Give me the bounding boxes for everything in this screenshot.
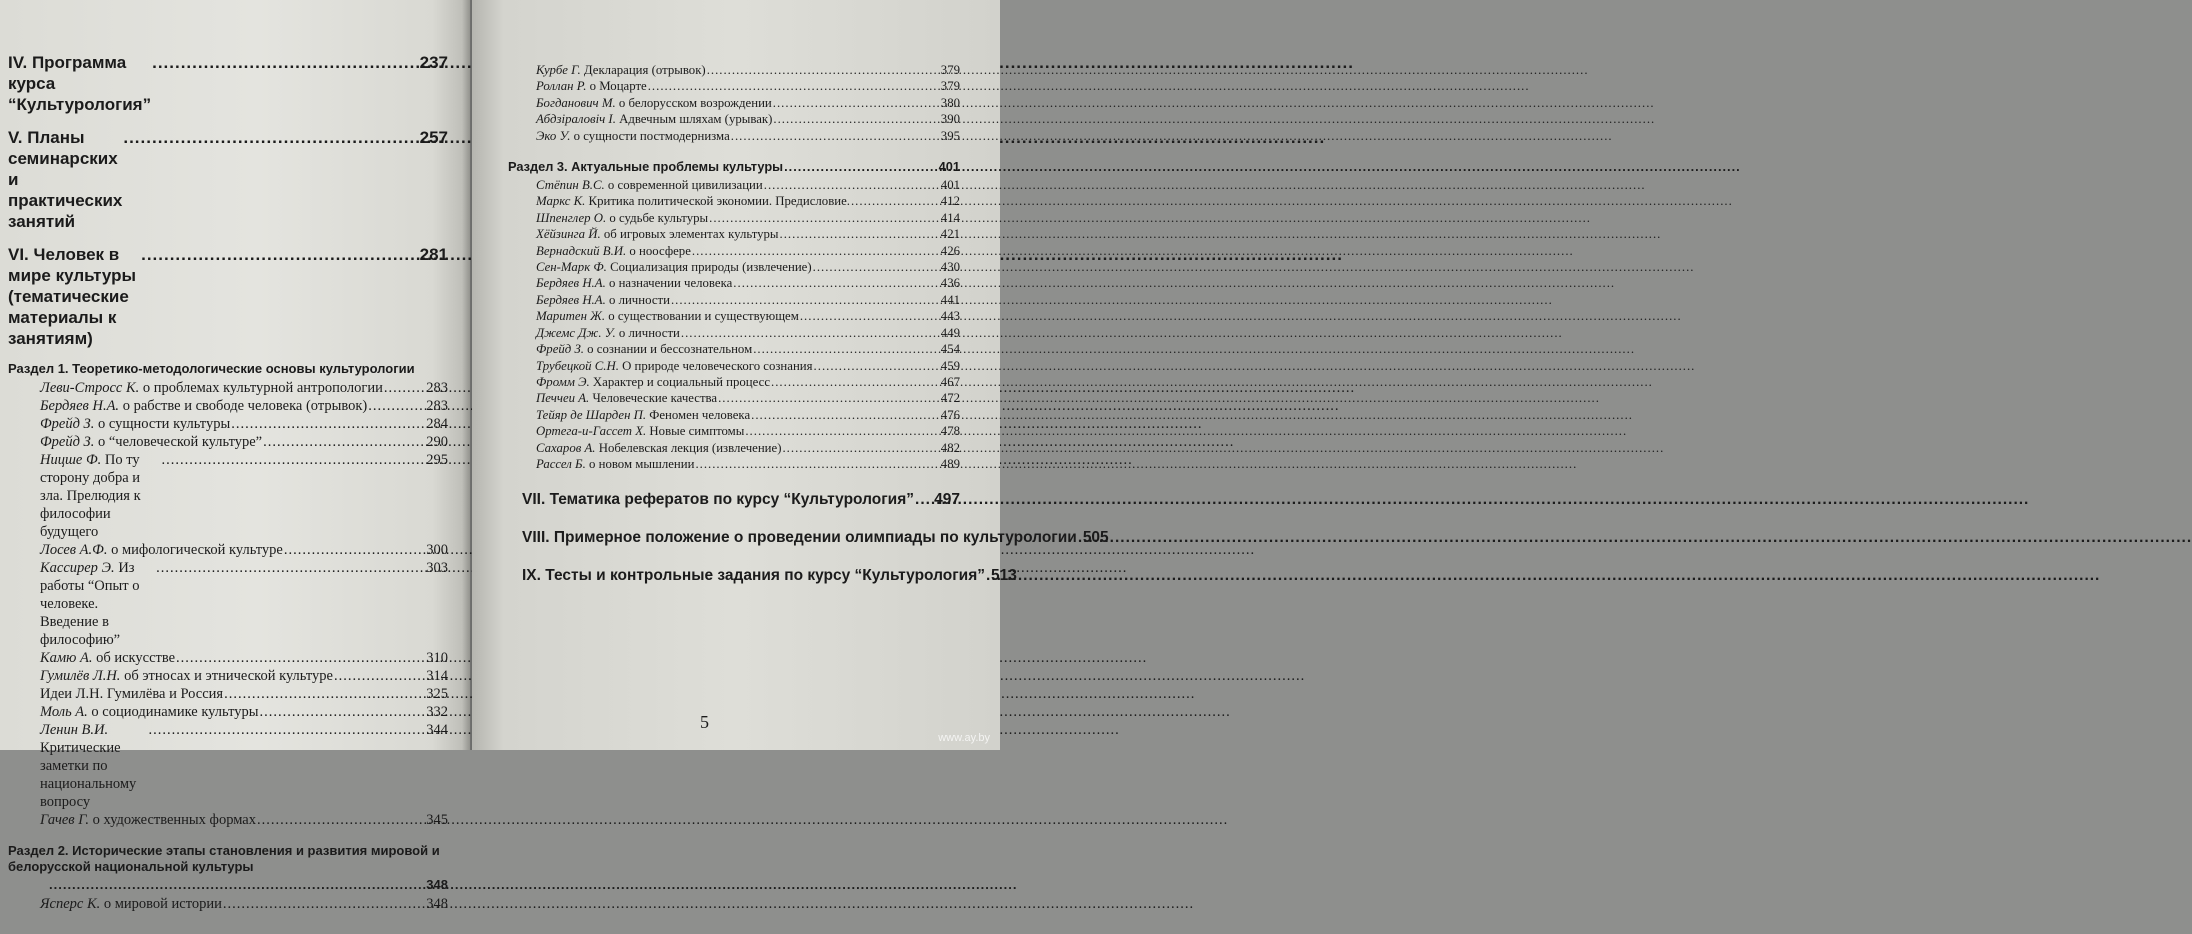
- entry-author: Фрейд З.: [40, 416, 95, 432]
- major-label: IX. Тесты и контрольные задания по курсу “Культурология”: [522, 567, 986, 585]
- entry-author: Стёпин В.С.: [536, 178, 605, 193]
- toc-entry: [8, 433, 448, 451]
- entry-text: Адвечным шляхам (урывак): [615, 112, 773, 127]
- right-major-headings: [508, 490, 1109, 586]
- major-page: 505: [1082, 529, 1109, 547]
- leader-dots: [814, 358, 940, 374]
- entry-author: Бердяев Н.А.: [536, 276, 606, 291]
- section3-page: 401: [938, 159, 960, 175]
- toc-entry: [508, 226, 960, 242]
- entry-label: [536, 275, 732, 291]
- leader-dots: [692, 243, 940, 259]
- entry-text: об игровых элементах культуры: [600, 227, 779, 242]
- entry-author: Маркс К.: [536, 194, 586, 209]
- entry-author: Печчеи А.: [536, 391, 590, 406]
- entry-page: 379: [940, 79, 960, 94]
- entry-page: 348: [426, 896, 448, 912]
- toc-entry: [508, 259, 960, 275]
- entry-text: Социализация природы (извлечение): [606, 260, 812, 275]
- entry-page: 414: [940, 210, 960, 225]
- entry-label: [536, 95, 772, 111]
- entry-author: Фрейд З.: [536, 342, 584, 357]
- entry-text: Характер и социальный процесс: [589, 374, 771, 389]
- toc-entry: [508, 128, 960, 144]
- entry-page: 284: [426, 416, 448, 432]
- toc-entry: [8, 703, 448, 721]
- leader-dots: [771, 374, 940, 390]
- toc-entry: [8, 649, 448, 667]
- toc-entry: [8, 415, 448, 433]
- entry-author: Бердяев Н.А.: [40, 398, 120, 414]
- entry-label: [40, 415, 230, 433]
- entry-page: 314: [426, 668, 448, 684]
- entry-label: [40, 895, 222, 913]
- leader-dots: [259, 703, 425, 721]
- entry-text: о мировой истории: [100, 896, 222, 912]
- toc-entry: [508, 358, 960, 374]
- leader-dots: [753, 341, 940, 357]
- entry-text: о назначении человека: [605, 276, 733, 291]
- entry-text: о художественных формах: [89, 812, 256, 828]
- entry-text: О природе человеческого сознания: [618, 358, 813, 373]
- toc-entry: [8, 895, 448, 913]
- toc-entry: [508, 440, 960, 456]
- entry-page: 395: [940, 128, 960, 143]
- toc-entry: [508, 325, 960, 341]
- entry-label: [536, 128, 730, 144]
- watermark: www.ay.by: [938, 732, 990, 744]
- entry-label: [40, 559, 155, 649]
- leader-dots: [334, 667, 425, 685]
- leader-dots: [733, 275, 940, 291]
- entry-text: Из работы “Опыт о человеке. Введение в философию”: [40, 560, 140, 648]
- entry-label: [536, 325, 680, 341]
- entry-author: Рассел Б.: [536, 456, 586, 471]
- leader-dots: [257, 811, 425, 829]
- entry-author: Тейяр де Шарден П.: [536, 407, 647, 422]
- section3-title: Раздел 3. Актуальные проблемы культуры: [508, 159, 784, 175]
- entry-label: [40, 433, 262, 451]
- entry-text: о сознании и бессознательном: [583, 342, 753, 357]
- entry-text: об искусстве: [92, 650, 176, 666]
- entry-label: [536, 440, 781, 456]
- leader-dots: [161, 451, 425, 469]
- entry-text: Критика политической экономии. Предисловие.: [585, 194, 850, 209]
- entry-text: Идеи Л.Н. Гумилёва и Россия: [40, 686, 224, 702]
- entry-text: о существовании и существующем: [605, 309, 799, 324]
- entry-label: [40, 811, 256, 829]
- major-heading: [8, 127, 448, 232]
- section2-page: 348: [426, 877, 448, 892]
- major-heading: [522, 566, 1017, 586]
- entry-page: 412: [940, 194, 960, 209]
- major-label: VIII. Примерное положение о проведении олимпиады по культурологии: [522, 529, 1077, 547]
- entry-author: Ясперс К.: [40, 896, 101, 912]
- leader-dots: [813, 259, 940, 275]
- major-heading: [522, 490, 960, 510]
- entry-text: о современной цивилизации: [604, 178, 763, 193]
- toc-entry: [508, 423, 960, 439]
- entry-label: [40, 451, 160, 541]
- leader-dots: [731, 128, 940, 144]
- major-label: VII. Тематика рефератов по курсу “Культурология”: [522, 491, 915, 509]
- toc-entry: [508, 292, 960, 308]
- entry-author: Хёйзинга Й.: [536, 227, 601, 242]
- leader-dots: [648, 78, 940, 94]
- entry-author: Сахаров А.: [536, 440, 596, 455]
- entry-text: о личности: [615, 325, 680, 340]
- entry-author: Бердяев Н.А.: [536, 292, 606, 307]
- entry-label: [536, 111, 772, 127]
- entry-page: 454: [940, 342, 960, 357]
- leader-dots: [123, 127, 418, 148]
- leader-dots: [231, 415, 425, 433]
- section2-page-row: [8, 877, 448, 893]
- entry-author: Эко У.: [536, 128, 571, 143]
- leader-dots: [707, 62, 940, 78]
- entry-page: 332: [426, 704, 448, 720]
- leader-dots: [915, 490, 933, 510]
- entry-author: Леви-Стросс К.: [40, 380, 140, 396]
- entry-author: Моль А.: [40, 704, 88, 720]
- leader-dots: [745, 423, 939, 439]
- entry-page: 478: [940, 424, 960, 439]
- entry-text: о мифологической культуре: [107, 542, 283, 558]
- left-page: [0, 0, 470, 912]
- major-label: V. Планы семинарских и практических занятий: [8, 128, 123, 231]
- entry-author: Камю А.: [40, 650, 93, 666]
- leader-dots: [224, 685, 425, 703]
- leader-dots: [384, 379, 425, 397]
- entry-page: 421: [940, 227, 960, 242]
- leader-dots: [1078, 528, 1082, 548]
- entry-label: [40, 703, 258, 721]
- entry-page: 441: [940, 292, 960, 307]
- entry-label: [536, 390, 717, 406]
- entry-page: 489: [940, 456, 960, 471]
- entry-page: 430: [940, 260, 960, 275]
- section2-title: Раздел 2. Исторические этапы становления и развития мировой и белорусской национальной культуры: [8, 843, 440, 874]
- leader-dots: [695, 456, 939, 472]
- entry-author: Джемс Дж. У.: [536, 325, 616, 340]
- major-heading: [522, 528, 1109, 548]
- major-heading: [8, 52, 448, 115]
- entry-text: о ноосфере: [626, 243, 691, 258]
- entry-page: 344: [426, 722, 448, 738]
- entry-label: [536, 62, 706, 78]
- entry-author: Ортега-и-Гассет Х.: [536, 424, 647, 439]
- entry-page: 436: [940, 276, 960, 291]
- toc-entry: [8, 541, 448, 559]
- entry-label: [40, 397, 367, 415]
- toc-entry: [508, 390, 960, 406]
- entry-text: Нобелевская лекция (извлечение): [595, 440, 782, 455]
- entry-text: Критические заметки по национальному вопросу: [40, 740, 137, 810]
- major-label: VI. Человек в мире культуры (тематические материалы к занятиям): [8, 245, 136, 348]
- leader-dots: [141, 244, 419, 265]
- entry-text: о сущности постмодернизма: [570, 128, 730, 143]
- toc-entry: [8, 685, 448, 703]
- major-page: 257: [419, 128, 448, 147]
- entry-author: Ленин В.И.: [40, 722, 109, 738]
- entry-label: [536, 226, 779, 242]
- entry-page: 449: [940, 325, 960, 340]
- leader-dots: [148, 721, 425, 739]
- leader-dots: [773, 111, 939, 127]
- entry-label: [536, 407, 750, 423]
- toc-entry: [508, 111, 960, 127]
- toc-entry: [8, 397, 448, 415]
- leader-dots: [49, 877, 425, 893]
- leader-dots: [709, 210, 940, 226]
- entry-label: [536, 456, 694, 472]
- left-major-headings: [8, 52, 448, 349]
- toc-entry: [508, 308, 960, 324]
- entry-author: Абдзіраловіч І.: [536, 112, 616, 127]
- entry-text: о социодинамике культуры: [87, 704, 259, 720]
- toc-entry: [508, 62, 960, 78]
- entry-text: о личности: [605, 292, 670, 307]
- leader-dots: [773, 95, 940, 111]
- entry-author: Кассирер Э.: [40, 560, 115, 576]
- section3-entries: [508, 177, 960, 472]
- entry-text: о Моцарте: [586, 79, 647, 94]
- entry-label: [536, 177, 763, 193]
- entry-text: о сущности культуры: [94, 416, 231, 432]
- entry-page: 482: [940, 440, 960, 455]
- entry-author: Ницше Ф.: [40, 452, 102, 468]
- entry-page: 283: [426, 380, 448, 396]
- entry-label: [536, 341, 752, 357]
- entry-page: 300: [426, 542, 448, 558]
- entry-label: [536, 243, 691, 259]
- entry-label: [536, 193, 850, 209]
- entry-label: [536, 374, 770, 390]
- entry-author: Курбе Г.: [536, 63, 581, 77]
- toc-entry: [508, 95, 960, 111]
- leader-dots: [176, 649, 425, 667]
- leader-dots: [780, 226, 940, 242]
- entry-label: [536, 358, 813, 374]
- section2-heading: [8, 843, 448, 875]
- section3-heading: [508, 158, 960, 175]
- entry-label: [40, 379, 383, 397]
- leader-dots: [718, 390, 940, 406]
- leader-dots: [263, 433, 425, 451]
- section2-entries: [8, 895, 448, 913]
- right-top-entries: [508, 62, 960, 144]
- section1-title: Раздел 1. Теоретико-методологические основы культурологии: [8, 361, 415, 376]
- entry-author: Трубецкой С.Н.: [536, 358, 619, 373]
- entry-author: Фромм Э.: [536, 374, 590, 389]
- entry-page: 325: [426, 686, 448, 702]
- toc-entry: [508, 243, 960, 259]
- toc-entry: [508, 374, 960, 390]
- entry-text: о “человеческой культуре”: [94, 434, 263, 450]
- page-number: 5: [700, 712, 709, 732]
- entry-author: Сен-Марк Ф.: [536, 260, 607, 275]
- leader-dots: [156, 559, 425, 577]
- entry-page: 472: [940, 391, 960, 406]
- toc-entry: [8, 811, 448, 829]
- entry-label: [536, 292, 670, 308]
- entry-author: Роллан Р.: [536, 79, 587, 94]
- entry-page: 467: [940, 374, 960, 389]
- leader-dots: [223, 895, 425, 913]
- entry-label: [40, 649, 175, 667]
- toc-entry: [8, 451, 448, 541]
- toc-entry: [508, 341, 960, 357]
- entry-page: 283: [426, 398, 448, 414]
- entry-page: 310: [426, 650, 448, 666]
- section1-entries: [8, 379, 448, 829]
- entry-text: о проблемах культурной антропологии: [139, 380, 383, 396]
- entry-author: Фрейд З.: [40, 434, 95, 450]
- entry-label: [40, 667, 333, 685]
- entry-page: 443: [940, 309, 960, 324]
- toc-entry: [8, 667, 448, 685]
- entry-page: 401: [940, 178, 960, 193]
- entry-text: о новом мышлении: [585, 456, 695, 471]
- toc-entry: [508, 193, 960, 209]
- major-page: 237: [419, 53, 448, 72]
- entry-label: [40, 721, 147, 811]
- entry-page: 459: [940, 358, 960, 373]
- entry-label: [536, 78, 647, 94]
- toc-entry: [8, 379, 448, 397]
- entry-author: Маритен Ж.: [536, 309, 606, 324]
- entry-label: [536, 210, 708, 226]
- entry-page: 345: [426, 812, 448, 828]
- entry-text: о рабстве и свободе человека (отрывок): [119, 398, 368, 414]
- toc-entry: [508, 456, 960, 472]
- toc-entry: [508, 78, 960, 94]
- leader-dots: [800, 308, 940, 324]
- entry-page: 390: [940, 112, 960, 127]
- leader-dots: [751, 407, 940, 423]
- major-page: 513: [991, 567, 1017, 585]
- right-page: [472, 0, 1109, 750]
- entry-text: Декларация (отрывок): [580, 63, 706, 77]
- entry-author: Шпенглер О.: [536, 210, 607, 225]
- leader-dots: [784, 158, 938, 175]
- toc-entry: [508, 210, 960, 226]
- leader-dots: [851, 193, 940, 209]
- toc-entry: [8, 721, 448, 811]
- entry-page: 476: [940, 407, 960, 422]
- entry-label: [40, 541, 283, 559]
- entry-page: 380: [940, 95, 960, 110]
- entry-label: [536, 308, 799, 324]
- entry-text: Человеческие качества: [589, 391, 718, 406]
- entry-author: Гачев Г.: [40, 812, 90, 828]
- leader-dots: [368, 397, 425, 415]
- entry-page: 379: [940, 63, 960, 77]
- entry-text: об этносах и этнической культуре: [120, 668, 333, 684]
- entry-text: о белорусском возрождении: [615, 95, 772, 110]
- entry-author: Вернадский В.И.: [536, 243, 627, 258]
- major-label: IV. Программа курса “Культурология”: [8, 53, 152, 114]
- leader-dots: [671, 292, 940, 308]
- entry-text: Новые симптомы: [646, 424, 745, 439]
- entry-label: [536, 423, 744, 439]
- major-page: 281: [419, 245, 448, 264]
- entry-author: Богданович М.: [536, 95, 616, 110]
- leader-dots: [764, 177, 940, 193]
- entry-page: 303: [426, 560, 448, 576]
- toc-entry: [508, 407, 960, 423]
- leader-dots: [681, 325, 940, 341]
- toc-entry: [508, 177, 960, 193]
- leader-dots: [986, 566, 990, 586]
- major-page: 497: [934, 491, 960, 509]
- entry-text: Феномен человека: [646, 407, 751, 422]
- entry-author: Лосев А.Ф.: [40, 542, 108, 558]
- entry-text: По ту сторону добра и зла. Прелюдия к философии будущего: [40, 452, 141, 540]
- entry-text: о судьбе культуры: [606, 210, 709, 225]
- entry-author: Гумилёв Л.Н.: [40, 668, 121, 684]
- entry-page: 295: [426, 452, 448, 468]
- toc-entry: [508, 275, 960, 291]
- leader-dots: [782, 440, 939, 456]
- entry-label: [536, 259, 812, 275]
- entry-page: 290: [426, 434, 448, 450]
- entry-label: [40, 685, 223, 703]
- toc-entry: [8, 559, 448, 649]
- entry-page: 426: [940, 243, 960, 258]
- major-heading: [8, 244, 448, 349]
- leader-dots: [284, 541, 425, 559]
- leader-dots: [152, 52, 419, 73]
